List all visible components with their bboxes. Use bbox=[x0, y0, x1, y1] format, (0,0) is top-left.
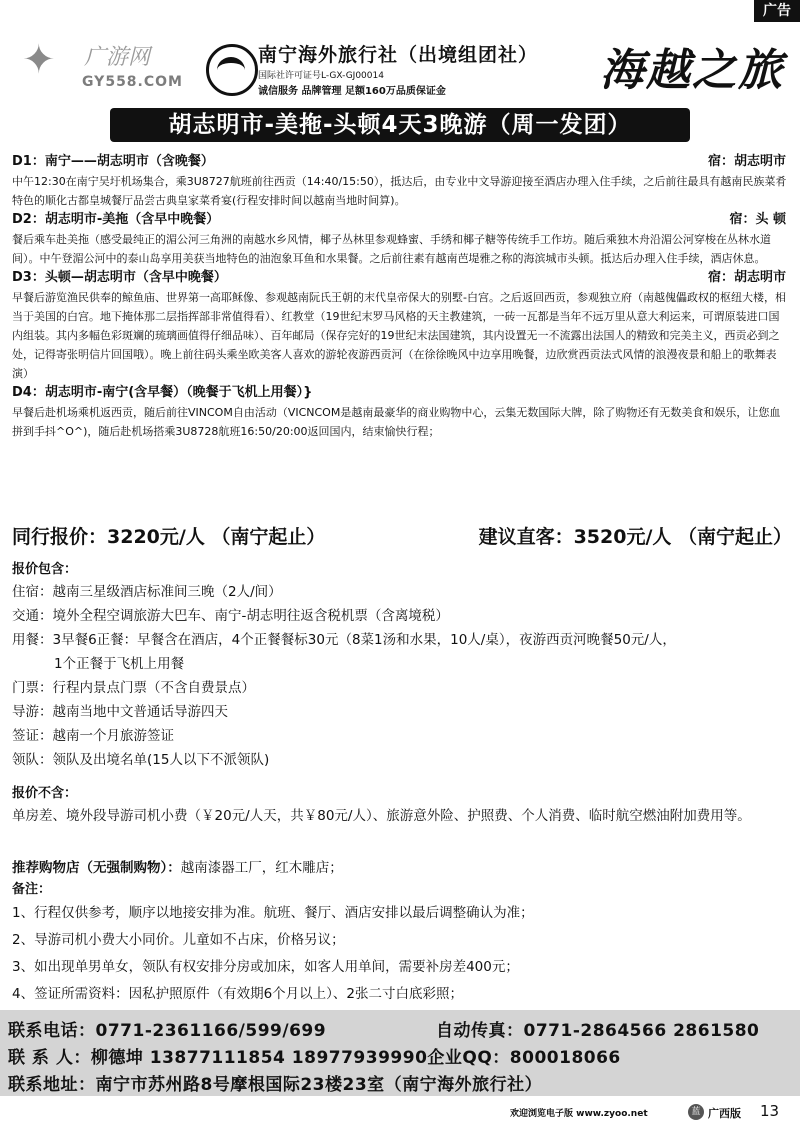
include-value: 越南当地中文普通话导游四天 bbox=[52, 704, 228, 720]
agency-info bbox=[258, 40, 538, 97]
include-key: 导游： bbox=[12, 704, 53, 720]
shops-label: 推荐购物店（无强制购物）： bbox=[12, 860, 181, 876]
note-item: 3、如出现单男单女，领队有权安排分房或加床，如客人用单间，需要补房差400元； bbox=[12, 959, 519, 975]
day-heading: D2：胡志明市-美拖（含早中晚餐） bbox=[12, 212, 220, 227]
day-stay: 宿：胡志明市 bbox=[707, 154, 786, 169]
brand-title: 海越之旅 bbox=[600, 45, 784, 96]
include-row bbox=[12, 628, 792, 652]
site-logo-name: 广游网 bbox=[84, 45, 151, 70]
day-4 bbox=[12, 383, 790, 441]
footer bbox=[0, 1100, 800, 1128]
include-value: 行程内景点门票（不含自费景点） bbox=[52, 680, 255, 696]
retail-price: 建议直客：3520元/人 （南宁起止） bbox=[478, 526, 792, 548]
contact-person: 联 系 人：柳德坤 13877111854 18977939990企业QQ：800018066 bbox=[8, 1048, 621, 1068]
excludes-text: 单房差、境外段导游司机小费（￥20元/人天，共￥80元/人）、旅游意外险、护照费、个人消费、临时航空燃油附加费用等。 bbox=[12, 808, 751, 824]
footer-edition: 广西版 bbox=[708, 1107, 741, 1120]
include-value: 领队及出境名单(15人以下不派领队) bbox=[52, 752, 270, 768]
tour-title: 胡志明市-美拖-头顿4天3晚游（周一发团） bbox=[110, 108, 690, 142]
site-logo bbox=[22, 38, 202, 98]
agency-name: 南宁海外旅行社（出境组团社） bbox=[258, 44, 539, 66]
include-value: 越南三星级酒店标准间三晚（2人/间） bbox=[52, 584, 282, 600]
header bbox=[0, 30, 800, 106]
day-description: 餐后乘车赴美拖（感受最纯正的湄公河三角洲的南越水乡风情，椰子丛林里参观蜂蜜、手绣和椰子糖等传统手工作坊。随后乘独木舟沿湄公河穿梭在丛林水道间）。中午登湄公河中的泰山岛享用美获当地特色的油泡象耳鱼和水果餐。之后前往素有越南芭堤雅之称的海滨城市头顿。抵达后办理入住手续，酒店休息。 bbox=[12, 233, 771, 265]
agency-slogan: 诚信服务 品牌管理 足额160万品质保证金 bbox=[258, 86, 446, 97]
site-logo-url: GY558.COM bbox=[82, 74, 183, 90]
include-row bbox=[12, 676, 792, 700]
include-row bbox=[12, 580, 792, 604]
includes-label: 报价包含： bbox=[12, 562, 78, 577]
footer-welcome: 欢迎浏览电子版 www.zyoo.net bbox=[510, 1109, 648, 1119]
excludes-label: 报价不含： bbox=[12, 786, 78, 801]
page-number: 13 bbox=[760, 1102, 780, 1120]
contact-fax: 自动传真：0771-2864566 2861580 bbox=[436, 1021, 760, 1041]
contact-box bbox=[0, 1010, 800, 1096]
edition-badge-icon: 蓝 bbox=[688, 1104, 704, 1120]
include-value: 3早餐6正餐：早餐含在酒店，4个正餐餐标30元（8菜1汤和水果，10人/桌），夜游西贡河晚餐50元/人， bbox=[52, 632, 676, 648]
bird-icon: ✦ bbox=[22, 37, 56, 83]
day-1 bbox=[12, 152, 790, 210]
note-item: 2、导游司机小费大小同价。儿童如不占床，价格另议； bbox=[12, 932, 345, 948]
agency-logo-icon bbox=[206, 44, 258, 96]
price-line bbox=[12, 522, 792, 549]
agency-license: 国际社许可证号L-GX-GJ00014 bbox=[258, 71, 384, 81]
notes-label: 备注： bbox=[12, 882, 52, 897]
include-value: 境外全程空调旅游大巴车、南宁-胡志明往返含税机票（含离境税） bbox=[52, 608, 449, 624]
contact-phone: 联系电话：0771-2361166/599/699 bbox=[8, 1021, 327, 1041]
include-key: 用餐： bbox=[12, 632, 53, 648]
include-key: 领队： bbox=[12, 752, 53, 768]
day-stay bbox=[786, 383, 790, 403]
day-description: 早餐后赴机场乘机返西贡，随后前往VINCOM自由活动（VICNCOM是越南最豪华的商业购物中心，云集无数国际大牌，除了购物还有无数美食和娱乐，让您血拼到手抖^O^)，随后赴机场搭乘3U8728航班16:50/20:00返回国内，结束愉快行程； bbox=[12, 406, 781, 438]
peer-price: 同行报价：3220元/人 （南宁起止） bbox=[12, 526, 326, 548]
ad-tag: 广告 bbox=[754, 0, 800, 22]
excludes-section bbox=[12, 784, 792, 828]
note-item: 1、行程仅供参考，顺序以地接安排为准。航班、餐厅、酒店安排以最后调整确认为准； bbox=[12, 905, 534, 921]
note-item: 4、签证所需资料：因私护照原件（有效期6个月以上）、2张二寸白底彩照； bbox=[12, 986, 464, 1002]
include-continuation: 1个正餐于飞机上用餐 bbox=[54, 656, 185, 672]
include-row bbox=[12, 748, 792, 772]
day-stay: 宿：胡志明市 bbox=[707, 270, 786, 285]
notes-section bbox=[12, 880, 792, 1008]
day-2 bbox=[12, 210, 790, 268]
include-key: 签证： bbox=[12, 728, 53, 744]
day-description: 早餐后游览渔民供奉的鲸鱼庙、世界第一高耶稣像、参观越南阮氏王朝的末代皇帝保大的别墅-白宫。之后返回西贡，参观独立府（南越傀儡政权的枢纽大楼，相当于美国的白宫。地下掩体那二层指挥部非常值得看）、红教堂（19世纪末罗马风格的天主教建筑，一砖一瓦都是当年不远万里从意大利运来，可谓原装进口国内组装。其内多幅色彩斑斓的琉璃画值得仔细品味）、百年邮局（保存完好的19世纪末法国建筑，其内设置无一不流露出法国人的精致和完美主义，西贡必到之处，记得寄张明信片回国哦）。晚上前往码头乘坐欧美客人喜欢的游轮夜游西贡河（在徐徐晚风中边享用晚餐，边欣赏西贡法式风情的浪漫夜景和船上的歌舞表演） bbox=[12, 291, 786, 380]
itinerary bbox=[12, 152, 790, 441]
day-heading: D3：头顿—胡志明市（含早中晚餐） bbox=[12, 270, 227, 285]
shops-text: 越南漆器工厂，红木雕店； bbox=[180, 860, 343, 876]
day-3 bbox=[12, 268, 790, 383]
include-key: 交通： bbox=[12, 608, 53, 624]
includes-section bbox=[12, 560, 792, 772]
shops-section bbox=[12, 856, 792, 880]
include-row bbox=[12, 700, 792, 724]
include-key: 门票： bbox=[12, 680, 53, 696]
day-heading: D1：南宁——胡志明市（含晚餐） bbox=[12, 154, 214, 169]
include-key: 住宿： bbox=[12, 584, 53, 600]
day-description: 中午12:30在南宁吴圩机场集合，乘3U8727航班前往西贡（14:40/15:50），抵达后，由专业中文导游迎接至酒店办理入住手续，之后前往最具有越南民族菜肴特色的顺化古都皇城餐厅品尝古典皇家菜肴宴(行程安排时间以越南当地时间算)。 bbox=[12, 175, 787, 207]
include-row bbox=[12, 724, 792, 748]
day-heading: D4：胡志明市-南宁(含早餐）（晚餐于飞机上用餐）} bbox=[12, 385, 313, 400]
contact-address: 联系地址：南宁市苏州路8号摩根国际23楼23室（南宁海外旅行社） bbox=[8, 1075, 543, 1095]
include-row bbox=[12, 604, 792, 628]
day-stay: 宿：头 顿 bbox=[729, 212, 786, 227]
include-value: 越南一个月旅游签证 bbox=[52, 728, 174, 744]
